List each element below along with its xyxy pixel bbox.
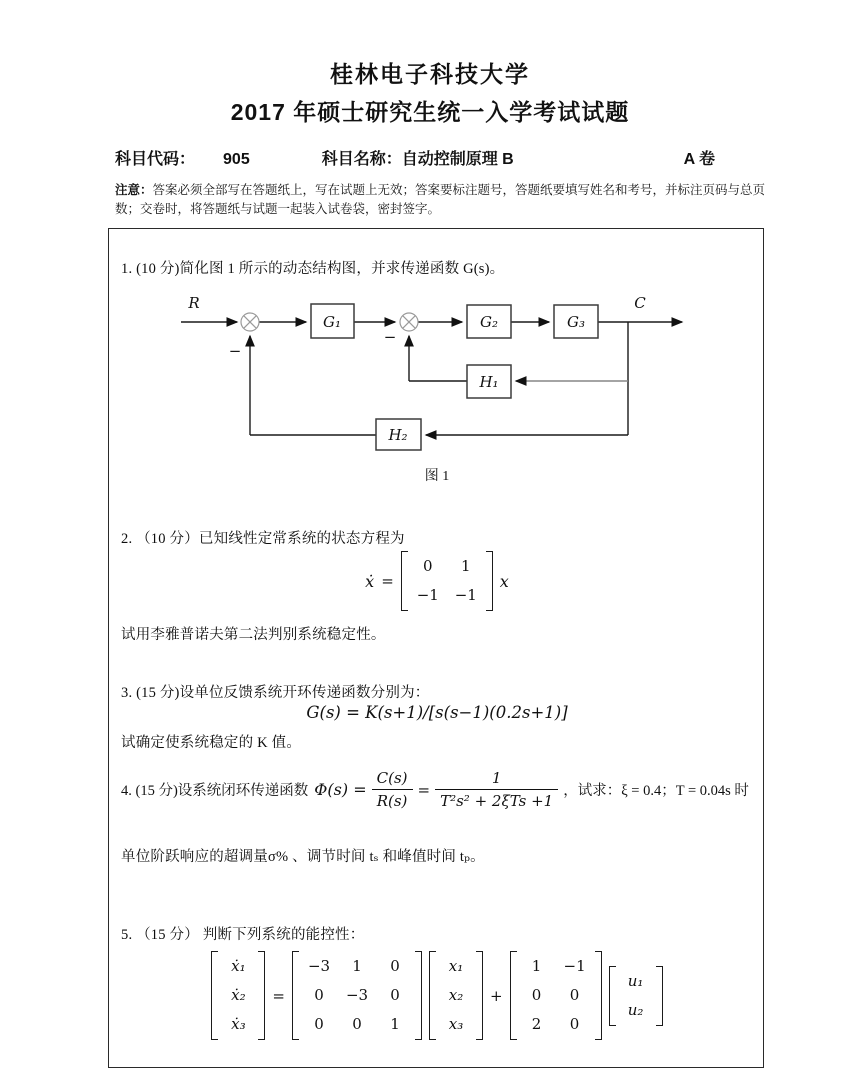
bracket-left <box>211 951 218 1040</box>
matrix-cell: 0 <box>314 1015 324 1033</box>
subject-code-value: 905 <box>223 151 250 168</box>
matrix-cell: 0 <box>390 986 400 1004</box>
A-matrix <box>292 951 422 1040</box>
vector-cell: ẋ₃ <box>231 1015 246 1033</box>
sum1-minus-sign: − <box>228 342 242 360</box>
matrix-cell: 1 <box>352 957 362 975</box>
matrix-cell: −1 <box>563 957 586 975</box>
matrix-cell: 0 <box>569 1015 580 1033</box>
g3-label: G₃ <box>567 313 585 331</box>
fraction-denominator: R(s) <box>372 789 413 810</box>
sum2-minus-sign: − <box>383 328 397 346</box>
question-4-tail: ，试求：ξ = 0.4；T = 0.04s 时 <box>563 783 749 799</box>
matrix-cell: −3 <box>345 986 369 1004</box>
vector-cell: x₁ <box>448 957 464 975</box>
bracket-left <box>292 951 299 1040</box>
figure-1-caption: 图 1 <box>424 469 450 484</box>
notice-label: 注意： <box>115 183 153 197</box>
equals-sign: = <box>381 572 394 590</box>
question-5-equation <box>109 951 765 1040</box>
bracket-right <box>415 951 422 1040</box>
matrix-cell: 2 <box>531 1015 542 1033</box>
question-3-text: 3. (15 分)设单位反馈系统开环传递函数分别为： <box>121 685 430 701</box>
notice-text: 答案必须全部写在答题纸上，写在试题上无效；答案要标注题号，答题纸要填写姓名和考号，并标注页码与总页数；交卷时，将答题纸与试题一起装入试卷袋，密封签字。 <box>115 183 766 216</box>
matrix-cell: 0 <box>352 1015 362 1033</box>
vector-cell: x₃ <box>448 1015 464 1033</box>
fraction-numerator: 1 <box>491 769 502 787</box>
vector-cell: u₁ <box>627 971 644 990</box>
matrix-cell: 0 <box>531 986 542 1004</box>
vector-cell: ẋ₁ <box>231 957 246 975</box>
vector-cell: x₂ <box>448 986 464 1004</box>
bracket-right <box>595 951 602 1040</box>
bracket-left <box>510 951 517 1040</box>
closed-loop-fraction <box>435 769 558 810</box>
matrix-cell: 0 <box>569 986 580 1004</box>
matrix-cell: 1 <box>390 1015 400 1033</box>
question-1-text: 1. (10 分)简化图 1 所示的动态结构图，并求传递函数 G(s)。 <box>121 261 505 277</box>
matrix-cell: 0 <box>423 557 433 575</box>
question-2-equation <box>109 551 765 611</box>
bracket-right <box>486 551 493 611</box>
block-diagram-figure <box>109 269 765 479</box>
x-dot-symbol: ẋ <box>365 571 375 591</box>
exam-title: 2017 年硕士研究生统一入学考试试题 <box>230 99 630 125</box>
equals-sign: = <box>417 780 431 799</box>
fraction-denominator: T²s² + 2ξTs +1 <box>435 789 558 810</box>
paper-version-badge: A 卷 <box>683 151 715 168</box>
fraction-numerator: C(s) <box>376 769 408 787</box>
bracket-right <box>476 951 483 1040</box>
bracket-left <box>429 951 436 1040</box>
x-vector <box>429 951 483 1040</box>
subject-code-label: 科目代码： <box>115 151 196 168</box>
matrix-cell: −3 <box>307 957 331 975</box>
matrix-cell: 0 <box>314 986 324 1004</box>
matrix-cell: 1 <box>531 957 542 975</box>
questions-border-box <box>108 228 764 1068</box>
phi-function: Φ(s) = <box>314 780 367 799</box>
question-4-row <box>121 769 761 810</box>
x-symbol: x <box>499 571 509 591</box>
matrix-cell: −1 <box>454 586 477 604</box>
question-2-tail: 试用李雅普诺夫第二法判别系统稳定性。 <box>121 627 386 643</box>
plus-sign: + <box>490 986 503 1005</box>
question-4-line2: 单位阶跃响应的超调量σ% 、调节时间 tₛ 和峰值时间 tₚ。 <box>121 849 485 865</box>
vector-cell: u₂ <box>627 1000 644 1019</box>
g1-label: G₁ <box>323 313 341 331</box>
subject-meta-row <box>115 146 745 169</box>
question-3-formula: G(s) = K(s+1)/[s(s−1)(0.2s+1)] <box>306 703 568 722</box>
question-5-text: 5. （15 分） 判断下列系统的能控性： <box>121 927 365 943</box>
h2-label: H₂ <box>388 426 408 444</box>
state-matrix <box>401 551 493 611</box>
cs-rs-fraction <box>372 769 413 810</box>
exam-notice <box>115 181 773 219</box>
bracket-left <box>401 551 408 611</box>
output-label: C <box>634 294 646 312</box>
question-4-intro: 4. (15 分)设系统闭环传递函数 <box>121 783 309 799</box>
matrix-cell: 1 <box>461 557 471 575</box>
matrix-cell: 0 <box>390 957 400 975</box>
g2-label: G₂ <box>480 313 498 331</box>
xdot-vector <box>211 951 265 1040</box>
question-3-tail: 试确定使系统稳定的 K 值。 <box>121 735 302 751</box>
h1-label: H₁ <box>479 373 499 391</box>
bracket-right <box>258 951 265 1040</box>
input-label: R <box>188 294 200 312</box>
question-2-text: 2. （10 分）已知线性定常系统的状态方程为 <box>121 531 405 547</box>
equals-sign: = <box>272 986 285 1005</box>
B-matrix <box>510 951 602 1040</box>
subject-name-label: 科目名称： <box>321 151 402 168</box>
matrix-cell: −1 <box>416 586 439 604</box>
subject-name-value: 自动控制原理 B <box>401 151 514 168</box>
vector-cell: ẋ₂ <box>231 986 246 1004</box>
university-title: 桂林电子科技大学 <box>330 61 530 87</box>
